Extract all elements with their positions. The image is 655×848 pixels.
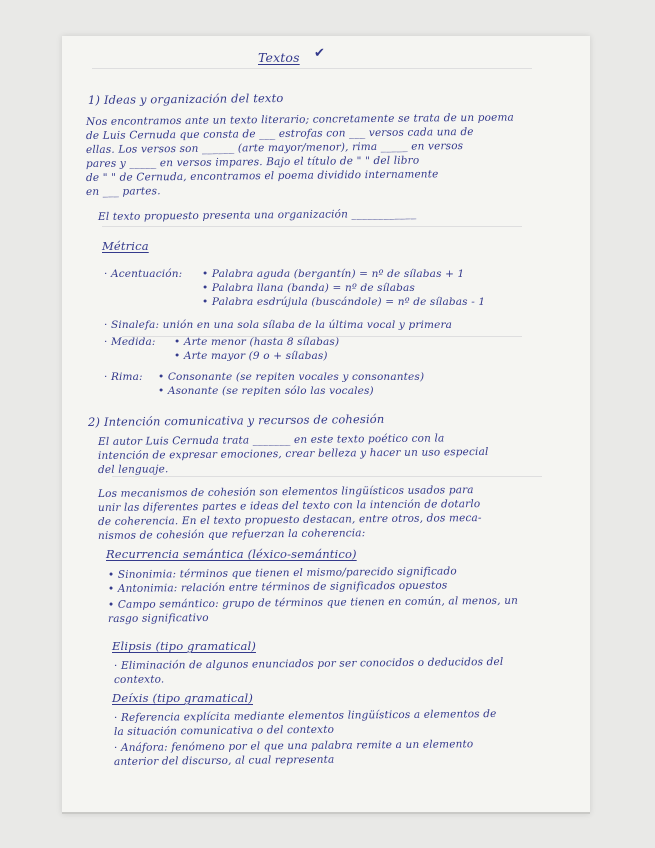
recurrencia-item: • Sinonimia: términos que tienen el mismo/parecido significado (107, 565, 457, 581)
bleed-through-line (102, 226, 522, 227)
bleed-through-line (112, 476, 542, 477)
organization-line: El texto propuesto presenta una organización ____________ (97, 207, 417, 223)
elipsis-line: · Eliminación de algunos enunciados por ser conocidos o deducidos del (113, 655, 504, 672)
deixis-line: · Referencia explícita mediante elementos lingüísticos a elementos de (113, 707, 497, 724)
section-1-line: de " " de Cernuda, encontramos el poema dividido internamente (85, 168, 439, 184)
rima-item: • Consonante (se repiten vocales y consonantes) (158, 371, 425, 383)
acentuacion-item: • Palabra llana (banda) = nº de sílabas (202, 282, 415, 294)
section-2-line: del lenguaje. (97, 463, 169, 476)
section-1-heading: 1) Ideas y organización del texto (87, 90, 284, 107)
acentuacion-label: · Acentuación: (104, 268, 183, 280)
sinalefa-line: · Sinalefa: unión en una sola sílaba de la última vocal y primera (104, 319, 453, 331)
elipsis-line: contexto. (113, 673, 165, 686)
bleed-through-line (92, 68, 532, 69)
elipsis-heading: Elipsis (tipo gramatical) (112, 639, 256, 653)
rima-item: • Asonante (se repiten sólo las vocales) (158, 385, 374, 397)
section-2-heading: 2) Intención comunicativa y recursos de cohesión (87, 411, 385, 429)
section-2-line: intención de expresar emociones, crear belleza y hacer un uso especial (97, 445, 489, 462)
section-2-line: nismos de cohesión que refuerzan la coherencia: (97, 527, 366, 542)
section-1-line: en ___ partes. (85, 185, 161, 198)
acentuacion-item: • Palabra esdrújula (buscándole) = nº de sílabas - 1 (202, 296, 486, 308)
check-mark-icon: ✔ (314, 46, 325, 61)
medida-label: · Medida: (104, 336, 156, 348)
deixis-line: la situación comunicativa o del contexto (113, 723, 335, 738)
section-1-line: de Luis Cernuda que consta de ___ estrofas con ___ versos cada una de (85, 125, 474, 142)
recurrencia-item: • Campo semántico: grupo de términos que tienen en común, al menos, un (107, 594, 519, 611)
acentuacion-item: • Palabra aguda (bergantín) = nº de sílabas + 1 (202, 268, 465, 280)
notebook-page (62, 36, 590, 814)
page-edge (62, 812, 590, 814)
metrica-heading: Métrica (102, 239, 149, 253)
medida-item: • Arte menor (hasta 8 sílabas) (174, 336, 340, 348)
deixis-heading: Deíxis (tipo gramatical) (112, 691, 253, 705)
section-2-line: El autor Luis Cernuda trata _______ en este texto poético con la (97, 432, 445, 448)
section-1-line: ellas. Los versos son ______ (arte mayor/menor), rima _____ en versos (85, 140, 464, 156)
page-title: Textos (258, 50, 300, 65)
section-1-line: pares y _____ en versos impares. Bajo el título de " " del libro (85, 154, 420, 170)
recurrencia-item: • Antonimia: relación entre términos de significados opuestos (107, 579, 448, 595)
deixis-line: · Anáfora: fenómeno por el que una palabra remite a un elemento (113, 738, 474, 754)
section-2-line: de coherencia. En el texto propuesto destacan, entre otros, dos meca- (97, 511, 482, 528)
section-2-line: unir las diferentes partes e ideas del texto con la intención de dotarlo (97, 497, 481, 514)
recurrencia-heading: Recurrencia semántica (léxico-semántico) (106, 547, 357, 561)
medida-item: • Arte mayor (9 o + sílabas) (174, 350, 328, 362)
rima-label: · Rima: (104, 371, 143, 383)
deixis-line: anterior del discurso, al cual representa (113, 753, 335, 768)
recurrencia-item: rasgo significativo (107, 611, 209, 625)
section-1-line: Nos encontramos ante un texto literario; concretamente se trata de un poema (85, 111, 514, 128)
section-2-line: Los mecanismos de cohesión son elementos lingüísticos usados para (97, 484, 474, 500)
